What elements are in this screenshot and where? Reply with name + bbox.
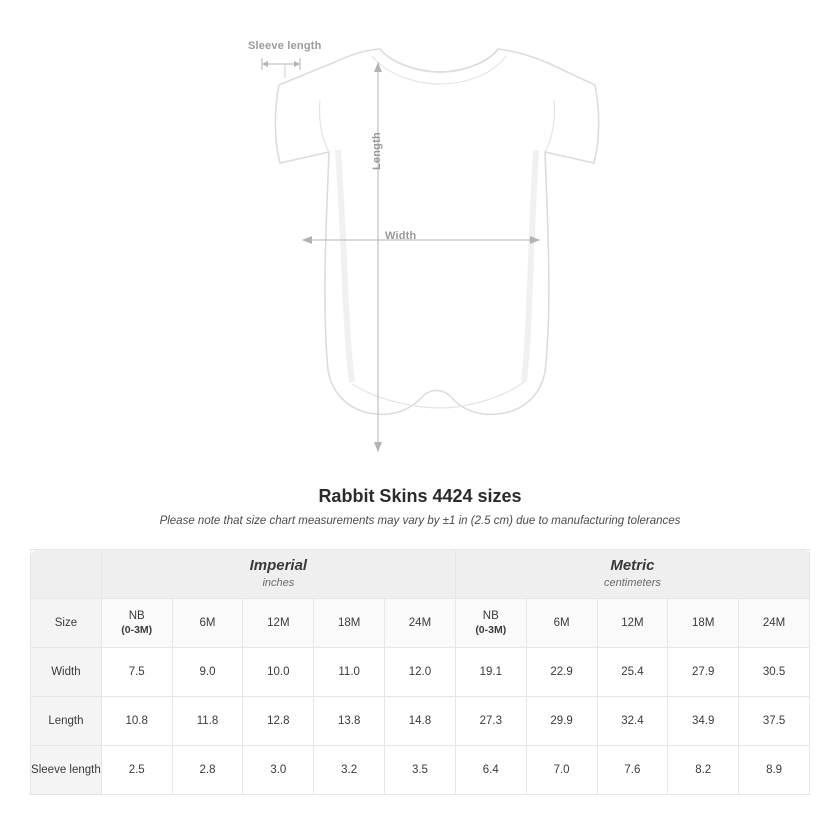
cell-length-7: 32.4: [597, 697, 668, 746]
width-label: Width: [385, 230, 417, 242]
cell-width-0: 7.5: [101, 648, 172, 697]
unit-group-row: [31, 550, 810, 599]
cell-sleeve-2: 3.0: [243, 746, 314, 795]
header-col-1: 6M: [172, 599, 243, 648]
cell-width-2: 10.0: [243, 648, 314, 697]
cell-width-4: 12.0: [385, 648, 456, 697]
cell-length-3: 13.8: [314, 697, 385, 746]
cell-sleeve-4: 3.5: [385, 746, 456, 795]
cell-width-3: 11.0: [314, 648, 385, 697]
header-col-4: 24M: [385, 599, 456, 648]
measurement-note: Please note that size chart measurements may vary by ±1 in (2.5 cm) due to manufacturing tolerances: [159, 515, 681, 527]
cell-length-8: 34.9: [668, 697, 739, 746]
cell-sleeve-3: 3.2: [314, 746, 385, 795]
page-title: Rabbit Skins 4424 sizes: [318, 486, 522, 506]
unit-group-metric-sub: centimeters: [604, 577, 661, 590]
size-table: [30, 549, 810, 795]
cell-width-1: 9.0: [172, 648, 243, 697]
unit-group-imperial-name: Imperial: [249, 557, 308, 575]
cell-length-1: 11.8: [172, 697, 243, 746]
header-col-7: 12M: [597, 599, 668, 648]
cell-sleeve-9: 8.9: [739, 746, 810, 795]
header-col-5: [455, 599, 526, 648]
header-size: Size: [31, 599, 102, 648]
row-label-width: Width: [31, 648, 102, 697]
cell-width-8: 27.9: [668, 648, 739, 697]
cell-sleeve-8: 8.2: [668, 746, 739, 795]
row-label-sleeve-length: Sleeve length: [31, 746, 102, 795]
unit-row-corner: [31, 550, 102, 599]
cell-width-6: 22.9: [526, 648, 597, 697]
cell-sleeve-6: 7.0: [526, 746, 597, 795]
row-label-length: Length: [31, 697, 102, 746]
cell-length-4: 14.8: [385, 697, 456, 746]
unit-group-metric-name: Metric: [610, 557, 655, 575]
header-col-9: 24M: [739, 599, 810, 648]
length-label: Length: [371, 132, 383, 170]
table-row: [31, 648, 810, 697]
header-col-0-label: NB: [128, 610, 145, 623]
header-col-8: 18M: [668, 599, 739, 648]
table-row: [31, 697, 810, 746]
cell-sleeve-0: 2.5: [101, 746, 172, 795]
cell-sleeve-1: 2.8: [172, 746, 243, 795]
unit-group-metric: [455, 550, 809, 599]
cell-length-6: 29.9: [526, 697, 597, 746]
column-header-row: [31, 599, 810, 648]
header-col-3: 18M: [314, 599, 385, 648]
unit-group-imperial-sub: inches: [262, 577, 295, 590]
cell-sleeve-5: 6.4: [455, 746, 526, 795]
header-col-2: 12M: [243, 599, 314, 648]
sleeve-length-label: Sleeve length: [248, 40, 322, 52]
header-col-0: [101, 599, 172, 648]
header-col-5-sub: (0-3M): [475, 623, 507, 636]
cell-width-7: 25.4: [597, 648, 668, 697]
cell-length-9: 37.5: [739, 697, 810, 746]
cell-width-9: 30.5: [739, 648, 810, 697]
onesie-shape: [275, 49, 598, 414]
cell-width-5: 19.1: [455, 648, 526, 697]
cell-length-2: 12.8: [243, 697, 314, 746]
table-row: [31, 746, 810, 795]
cell-length-5: 27.3: [455, 697, 526, 746]
cell-sleeve-7: 7.6: [597, 746, 668, 795]
cell-length-0: 10.8: [101, 697, 172, 746]
title-block: [0, 486, 840, 527]
unit-group-imperial: [101, 550, 455, 599]
header-col-0-sub: (0-3M): [121, 623, 153, 636]
size-table-wrapper: [30, 549, 810, 795]
header-col-5-label: NB: [482, 610, 499, 623]
header-col-6: 6M: [526, 599, 597, 648]
